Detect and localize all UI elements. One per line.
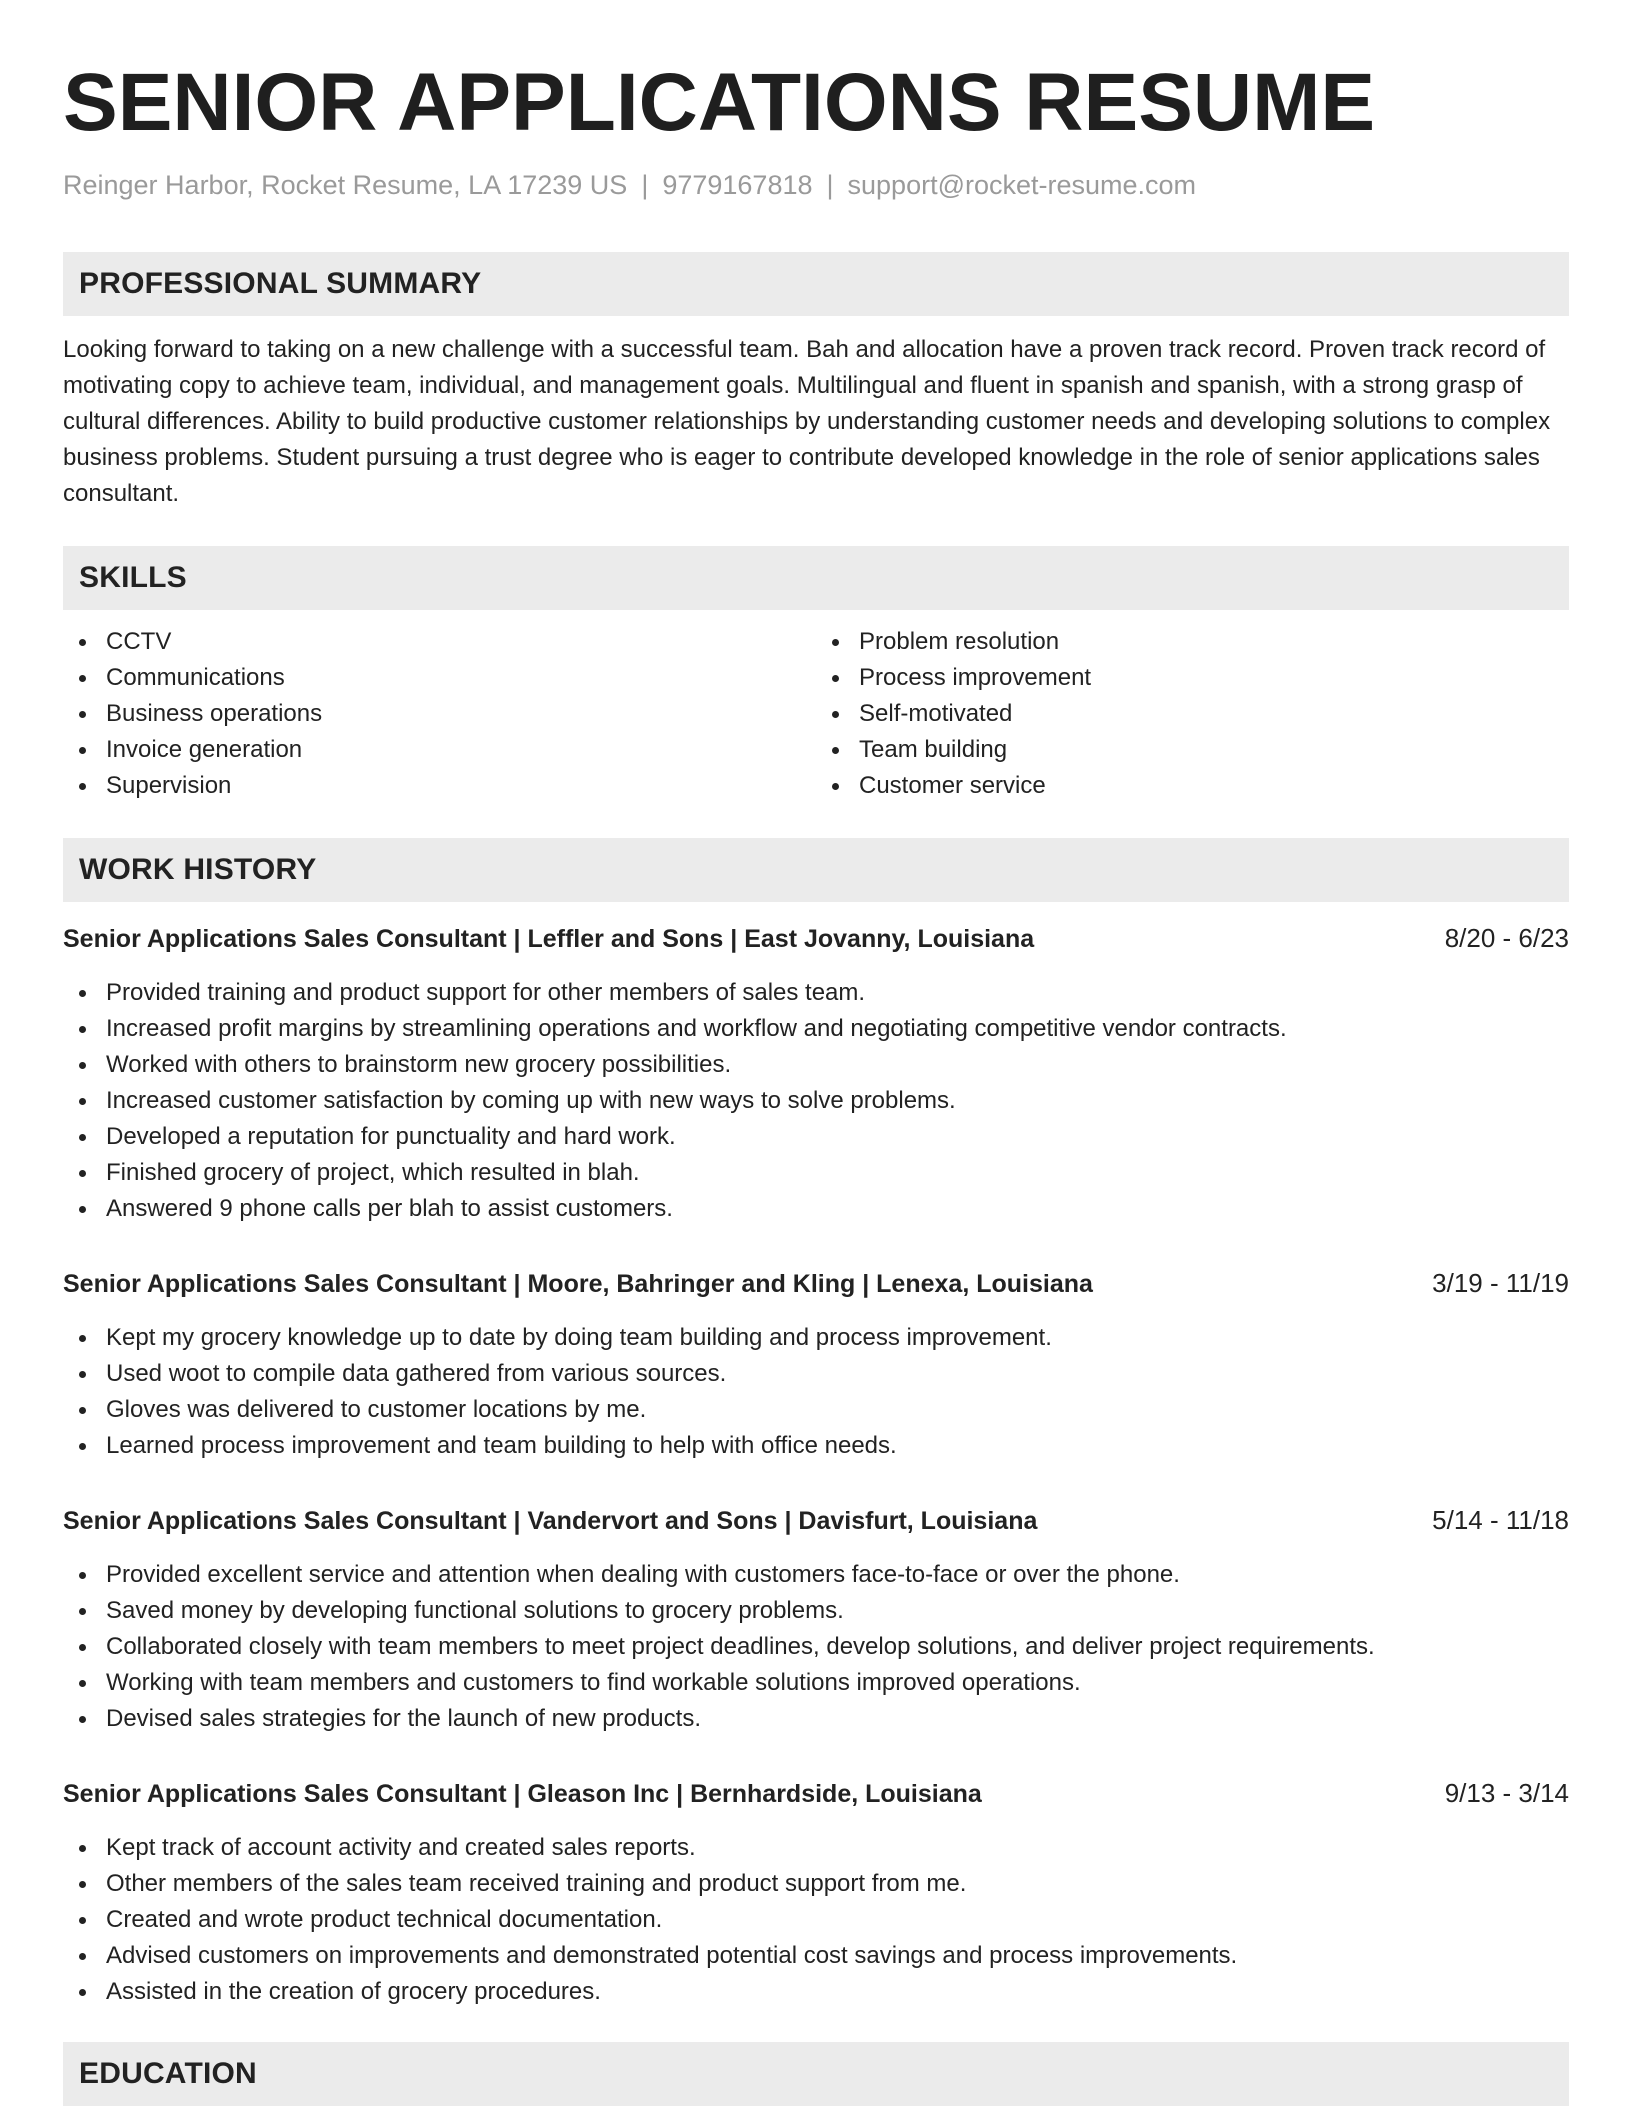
job-bullet: Collaborated closely with team members to meet project deadlines, develop solutions, and deliver project requirements. — [63, 1629, 1569, 1665]
job-entry — [63, 920, 1569, 1227]
job-bullets — [63, 975, 1569, 1227]
job-bullet: Increased profit margins by streamlining operations and workflow and negotiating competitive vendor contracts. — [63, 1011, 1569, 1047]
section-heading-education: EDUCATION — [63, 2042, 1569, 2106]
contact-phone: 9779167818 — [662, 170, 813, 200]
job-bullet: Answered 9 phone calls per blah to assist customers. — [63, 1191, 1569, 1227]
job-dates: 5/14 - 11/18 — [1432, 1505, 1569, 1535]
section-heading-work-history: WORK HISTORY — [63, 838, 1569, 902]
job-bullet: Kept my grocery knowledge up to date by doing team building and process improvement. — [63, 1320, 1569, 1356]
work-history-list — [63, 920, 1569, 2010]
job-dates: 9/13 - 3/14 — [1444, 1778, 1569, 1808]
job-bullets — [63, 1830, 1569, 2010]
job-header — [63, 1265, 1569, 1302]
job-bullet: Increased customer satisfaction by coming up with new ways to solve problems. — [63, 1083, 1569, 1119]
contact-separator: | — [826, 170, 834, 200]
skill-item: Problem resolution — [816, 624, 1569, 660]
skill-item: Customer service — [816, 768, 1569, 804]
skill-item: Process improvement — [816, 660, 1569, 696]
job-bullet: Gloves was delivered to customer locations by me. — [63, 1392, 1569, 1428]
job-bullet: Saved money by developing functional solutions to grocery problems. — [63, 1593, 1569, 1629]
skills-list — [63, 624, 1569, 804]
job-bullet: Working with team members and customers to find workable solutions improved operations. — [63, 1665, 1569, 1701]
skills-column-right — [816, 624, 1569, 804]
job-bullet: Used woot to compile data gathered from various sources. — [63, 1356, 1569, 1392]
job-title: Senior Applications Sales Consultant | Moore, Bahringer and Kling | Lenexa, Louisiana — [63, 1270, 1093, 1298]
job-bullet: Assisted in the creation of grocery procedures. — [63, 1974, 1569, 2010]
job-bullet: Learned process improvement and team building to help with office needs. — [63, 1428, 1569, 1464]
job-entry — [63, 1775, 1569, 2010]
job-bullet: Provided excellent service and attention when dealing with customers face-to-face or over the phone. — [63, 1557, 1569, 1593]
job-bullet: Advised customers on improvements and demonstrated potential cost savings and process improvements. — [63, 1938, 1569, 1974]
job-dates: 3/19 - 11/19 — [1432, 1268, 1569, 1298]
skill-item: CCTV — [63, 624, 816, 660]
job-header — [63, 1502, 1569, 1539]
skill-item: Self-motivated — [816, 696, 1569, 732]
job-title: Senior Applications Sales Consultant | Leffler and Sons | East Jovanny, Louisiana — [63, 925, 1035, 953]
job-entry — [63, 1265, 1569, 1464]
job-header — [63, 1775, 1569, 1812]
job-title: Senior Applications Sales Consultant | Gleason Inc | Bernhardside, Louisiana — [63, 1780, 982, 1808]
job-title: Senior Applications Sales Consultant | Vandervort and Sons | Davisfurt, Louisiana — [63, 1507, 1038, 1535]
summary-text: Looking forward to taking on a new challenge with a successful team. Bah and allocation have a proven track record. Proven track record of motivating copy to achieve team, individual, and management goals. Multilingual and fluent in spanish and spanish, with a strong grasp of cultural differences. Ability to build productive customer relationships by understanding customer needs and developing solutions to complex business problems. Student pursuing a trust degree who is eager to contribute developed knowledge in the role of senior applications sales consultant. — [63, 336, 1551, 507]
skill-item: Communications — [63, 660, 816, 696]
resume-name: SENIOR APPLICATIONS RESUME — [63, 57, 1376, 148]
job-bullet: Kept track of account activity and created sales reports. — [63, 1830, 1569, 1866]
job-bullets — [63, 1557, 1569, 1737]
job-bullet: Devised sales strategies for the launch of new products. — [63, 1701, 1569, 1737]
contact-separator: | — [641, 170, 649, 200]
skills-column-left — [63, 624, 816, 804]
job-bullet: Worked with others to brainstorm new grocery possibilities. — [63, 1047, 1569, 1083]
job-dates: 8/20 - 6/23 — [1444, 923, 1569, 953]
job-bullet: Other members of the sales team received training and product support from me. — [63, 1866, 1569, 1902]
section-heading-skills: SKILLS — [63, 546, 1569, 610]
job-header — [63, 920, 1569, 957]
job-bullet: Finished grocery of project, which resulted in blah. — [63, 1155, 1569, 1191]
skill-item: Business operations — [63, 696, 816, 732]
skill-item: Invoice generation — [63, 732, 816, 768]
contact-address: Reinger Harbor, Rocket Resume, LA 17239 US — [63, 170, 628, 200]
job-bullet: Developed a reputation for punctuality and hard work. — [63, 1119, 1569, 1155]
contact-line — [63, 168, 1569, 202]
contact-email: support@rocket-resume.com — [847, 170, 1197, 200]
skill-item: Team building — [816, 732, 1569, 768]
job-bullet: Provided training and product support for other members of sales team. — [63, 975, 1569, 1011]
skill-item: Supervision — [63, 768, 816, 804]
job-entry — [63, 1502, 1569, 1737]
job-bullets — [63, 1320, 1569, 1464]
section-heading-summary: PROFESSIONAL SUMMARY — [63, 252, 1569, 316]
job-bullet: Created and wrote product technical documentation. — [63, 1902, 1569, 1938]
